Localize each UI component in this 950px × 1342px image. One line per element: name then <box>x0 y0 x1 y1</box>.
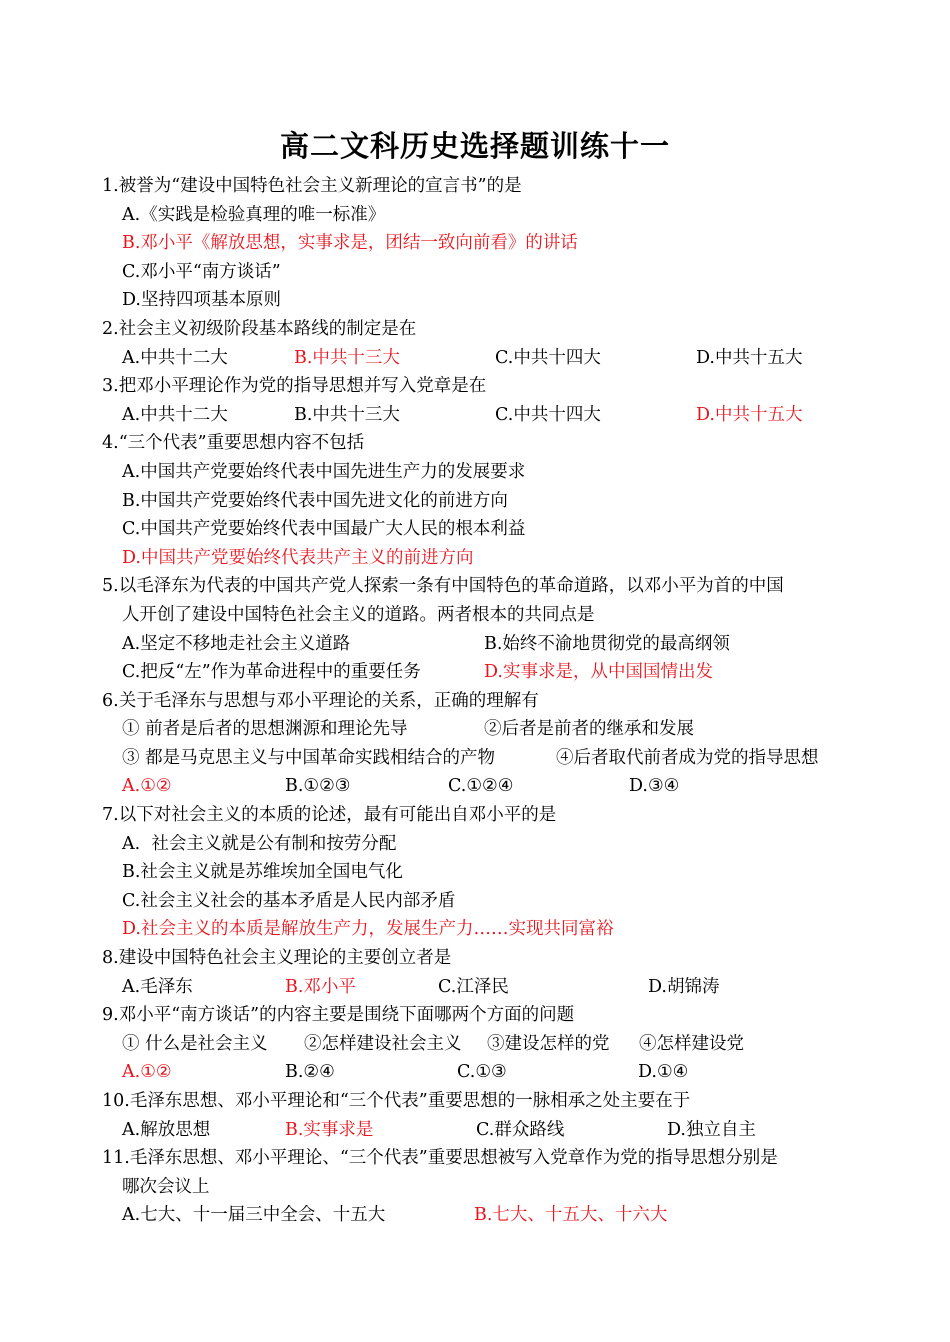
question-6-options <box>102 772 862 801</box>
option-b: B.邓小平 <box>285 976 356 997</box>
option-d: D.中共十五大 <box>696 347 803 368</box>
option-d: D.中共十五大 <box>696 404 803 425</box>
question-9-options <box>102 1058 862 1087</box>
option-c: C.中共十四大 <box>495 347 601 368</box>
option-c: C.①③ <box>457 1062 507 1083</box>
statement-4: ④怎样建设党 <box>639 1033 744 1054</box>
option-b: B.中共十三大 <box>294 347 400 368</box>
statement-3: ③建设怎样的党 <box>487 1033 610 1054</box>
page-title: 高二文科历史选择题训练十一 <box>279 129 670 163</box>
question-1-option-d: D.坚持四项基本原则 <box>122 290 281 311</box>
option-b: B.中共十三大 <box>294 404 400 425</box>
question-9-statements <box>102 1030 862 1059</box>
option-a: A.①② <box>122 776 172 797</box>
question-6-statements-34 <box>102 744 862 773</box>
statement-1: ① 什么是社会主义 <box>122 1033 268 1054</box>
question-5-stem-continued: 人开创了建设中国特色社会主义的道路。两者根本的共同点是 <box>122 604 595 625</box>
option-a: A.①② <box>122 1062 172 1083</box>
question-9-stem: 9.邓小平“南方谈话”的内容主要是围绕下面哪两个方面的问题 <box>102 1005 575 1026</box>
option-d: D.①④ <box>638 1062 689 1083</box>
option-a: A.七大、十一届三中全会、十五大 <box>122 1205 386 1226</box>
question-3-options <box>102 401 862 430</box>
statement-3: ③ 都是马克思主义与中国革命实践相结合的产物 <box>122 747 496 768</box>
option-a: A.毛泽东 <box>122 976 193 997</box>
question-7-option-d: D.社会主义的本质是解放生产力，发展生产力……实现共同富裕 <box>122 919 614 940</box>
option-a: A.坚定不移地走社会主义道路 <box>122 633 351 654</box>
question-7-option-b: B.社会主义就是苏维埃加全国电气化 <box>122 862 403 883</box>
question-4-option-d: D.中国共产党要始终代表共产主义的前进方向 <box>122 547 474 568</box>
question-11-stem: 11.毛泽东思想、邓小平理论、“三个代表”重要思想被写入党章作为党的指导思想分别是 <box>102 1148 778 1169</box>
option-a: A.中共十二大 <box>122 347 228 368</box>
question-4-option-b: B.中国共产党要始终代表中国先进文化的前进方向 <box>122 490 508 511</box>
option-b: B.实事求是 <box>285 1119 374 1140</box>
question-8-stem: 8.建设中国特色社会主义理论的主要创立者是 <box>102 948 452 969</box>
option-b: B.②④ <box>285 1062 335 1083</box>
statement-4: ④后者取代前者成为党的指导思想 <box>556 747 819 768</box>
option-c: C.①②④ <box>448 776 514 797</box>
option-b: B.①②③ <box>285 776 351 797</box>
question-7-option-a: A. 社会主义就是公有制和按劳分配 <box>122 833 397 854</box>
option-b: B.七大、十五大、十六大 <box>474 1205 668 1226</box>
question-7-option-c: C.社会主义社会的基本矛盾是人民内部矛盾 <box>122 890 456 911</box>
question-11-stem-continued: 哪次会议上 <box>122 1176 210 1197</box>
option-d: D.实事求是，从中国国情出发 <box>484 662 713 683</box>
question-6-stem: 6.关于毛泽东与思想与邓小平理论的关系，正确的理解有 <box>102 690 539 711</box>
option-d: D.胡锦涛 <box>648 976 720 997</box>
question-4-option-a: A.中国共产党要始终代表中国先进生产力的发展要求 <box>122 461 526 482</box>
question-5-options-cd <box>102 658 862 687</box>
option-c: C.中共十四大 <box>495 404 601 425</box>
question-1-option-c: C.邓小平“南方谈话” <box>122 261 281 282</box>
option-a: A.解放思想 <box>122 1119 211 1140</box>
statement-2: ②后者是前者的继承和发展 <box>484 719 694 740</box>
question-1-option-a: A.《实践是检验真理的唯一标准》 <box>122 204 386 225</box>
option-b: B.始终不渝地贯彻党的最高纲领 <box>484 633 730 654</box>
question-8-options <box>102 973 862 1002</box>
question-3-stem: 3.把邓小平理论作为党的指导思想并写入党章是在 <box>102 376 487 397</box>
option-c: C.群众路线 <box>476 1119 565 1140</box>
question-2-options <box>102 344 862 373</box>
option-d: D.③④ <box>629 776 680 797</box>
question-7-stem: 7.以下对社会主义的本质的论述，最有可能出自邓小平的是 <box>102 805 557 826</box>
question-1-option-b: B.邓小平《解放思想，实事求是，团结一致向前看》的讲话 <box>122 233 578 254</box>
question-5-options-ab <box>102 630 862 659</box>
option-d: D.独立自主 <box>667 1119 756 1140</box>
statement-1: ① 前者是后者的思想渊源和理论先导 <box>122 719 408 740</box>
question-11-options <box>102 1201 862 1230</box>
statement-2: ②怎样建设社会主义 <box>304 1033 462 1054</box>
question-list <box>102 172 862 1230</box>
option-a: A.中共十二大 <box>122 404 228 425</box>
question-2-stem: 2.社会主义初级阶段基本路线的制定是在 <box>102 318 417 339</box>
question-1-stem: 1.被誉为“建设中国特色社会主义新理论的宣言书”的是 <box>102 176 522 196</box>
option-c: C.江泽民 <box>438 976 509 997</box>
question-5-stem: 5.以毛泽东为代表的中国共产党人探索一条有中国特色的革命道路，以邓小平为首的中国 <box>102 576 784 597</box>
question-4-option-c: C.中国共产党要始终代表中国最广大人民的根本利益 <box>122 519 526 540</box>
question-6-statements-12 <box>102 715 862 744</box>
question-10-options <box>102 1116 862 1145</box>
question-10-stem: 10.毛泽东思想、邓小平理论和“三个代表”重要思想的一脉相承之处主要在于 <box>102 1091 691 1111</box>
question-4-stem: 4.“三个代表”重要思想内容不包括 <box>102 433 365 454</box>
option-c: C.把反“左”作为革命进程中的重要任务 <box>122 662 421 683</box>
